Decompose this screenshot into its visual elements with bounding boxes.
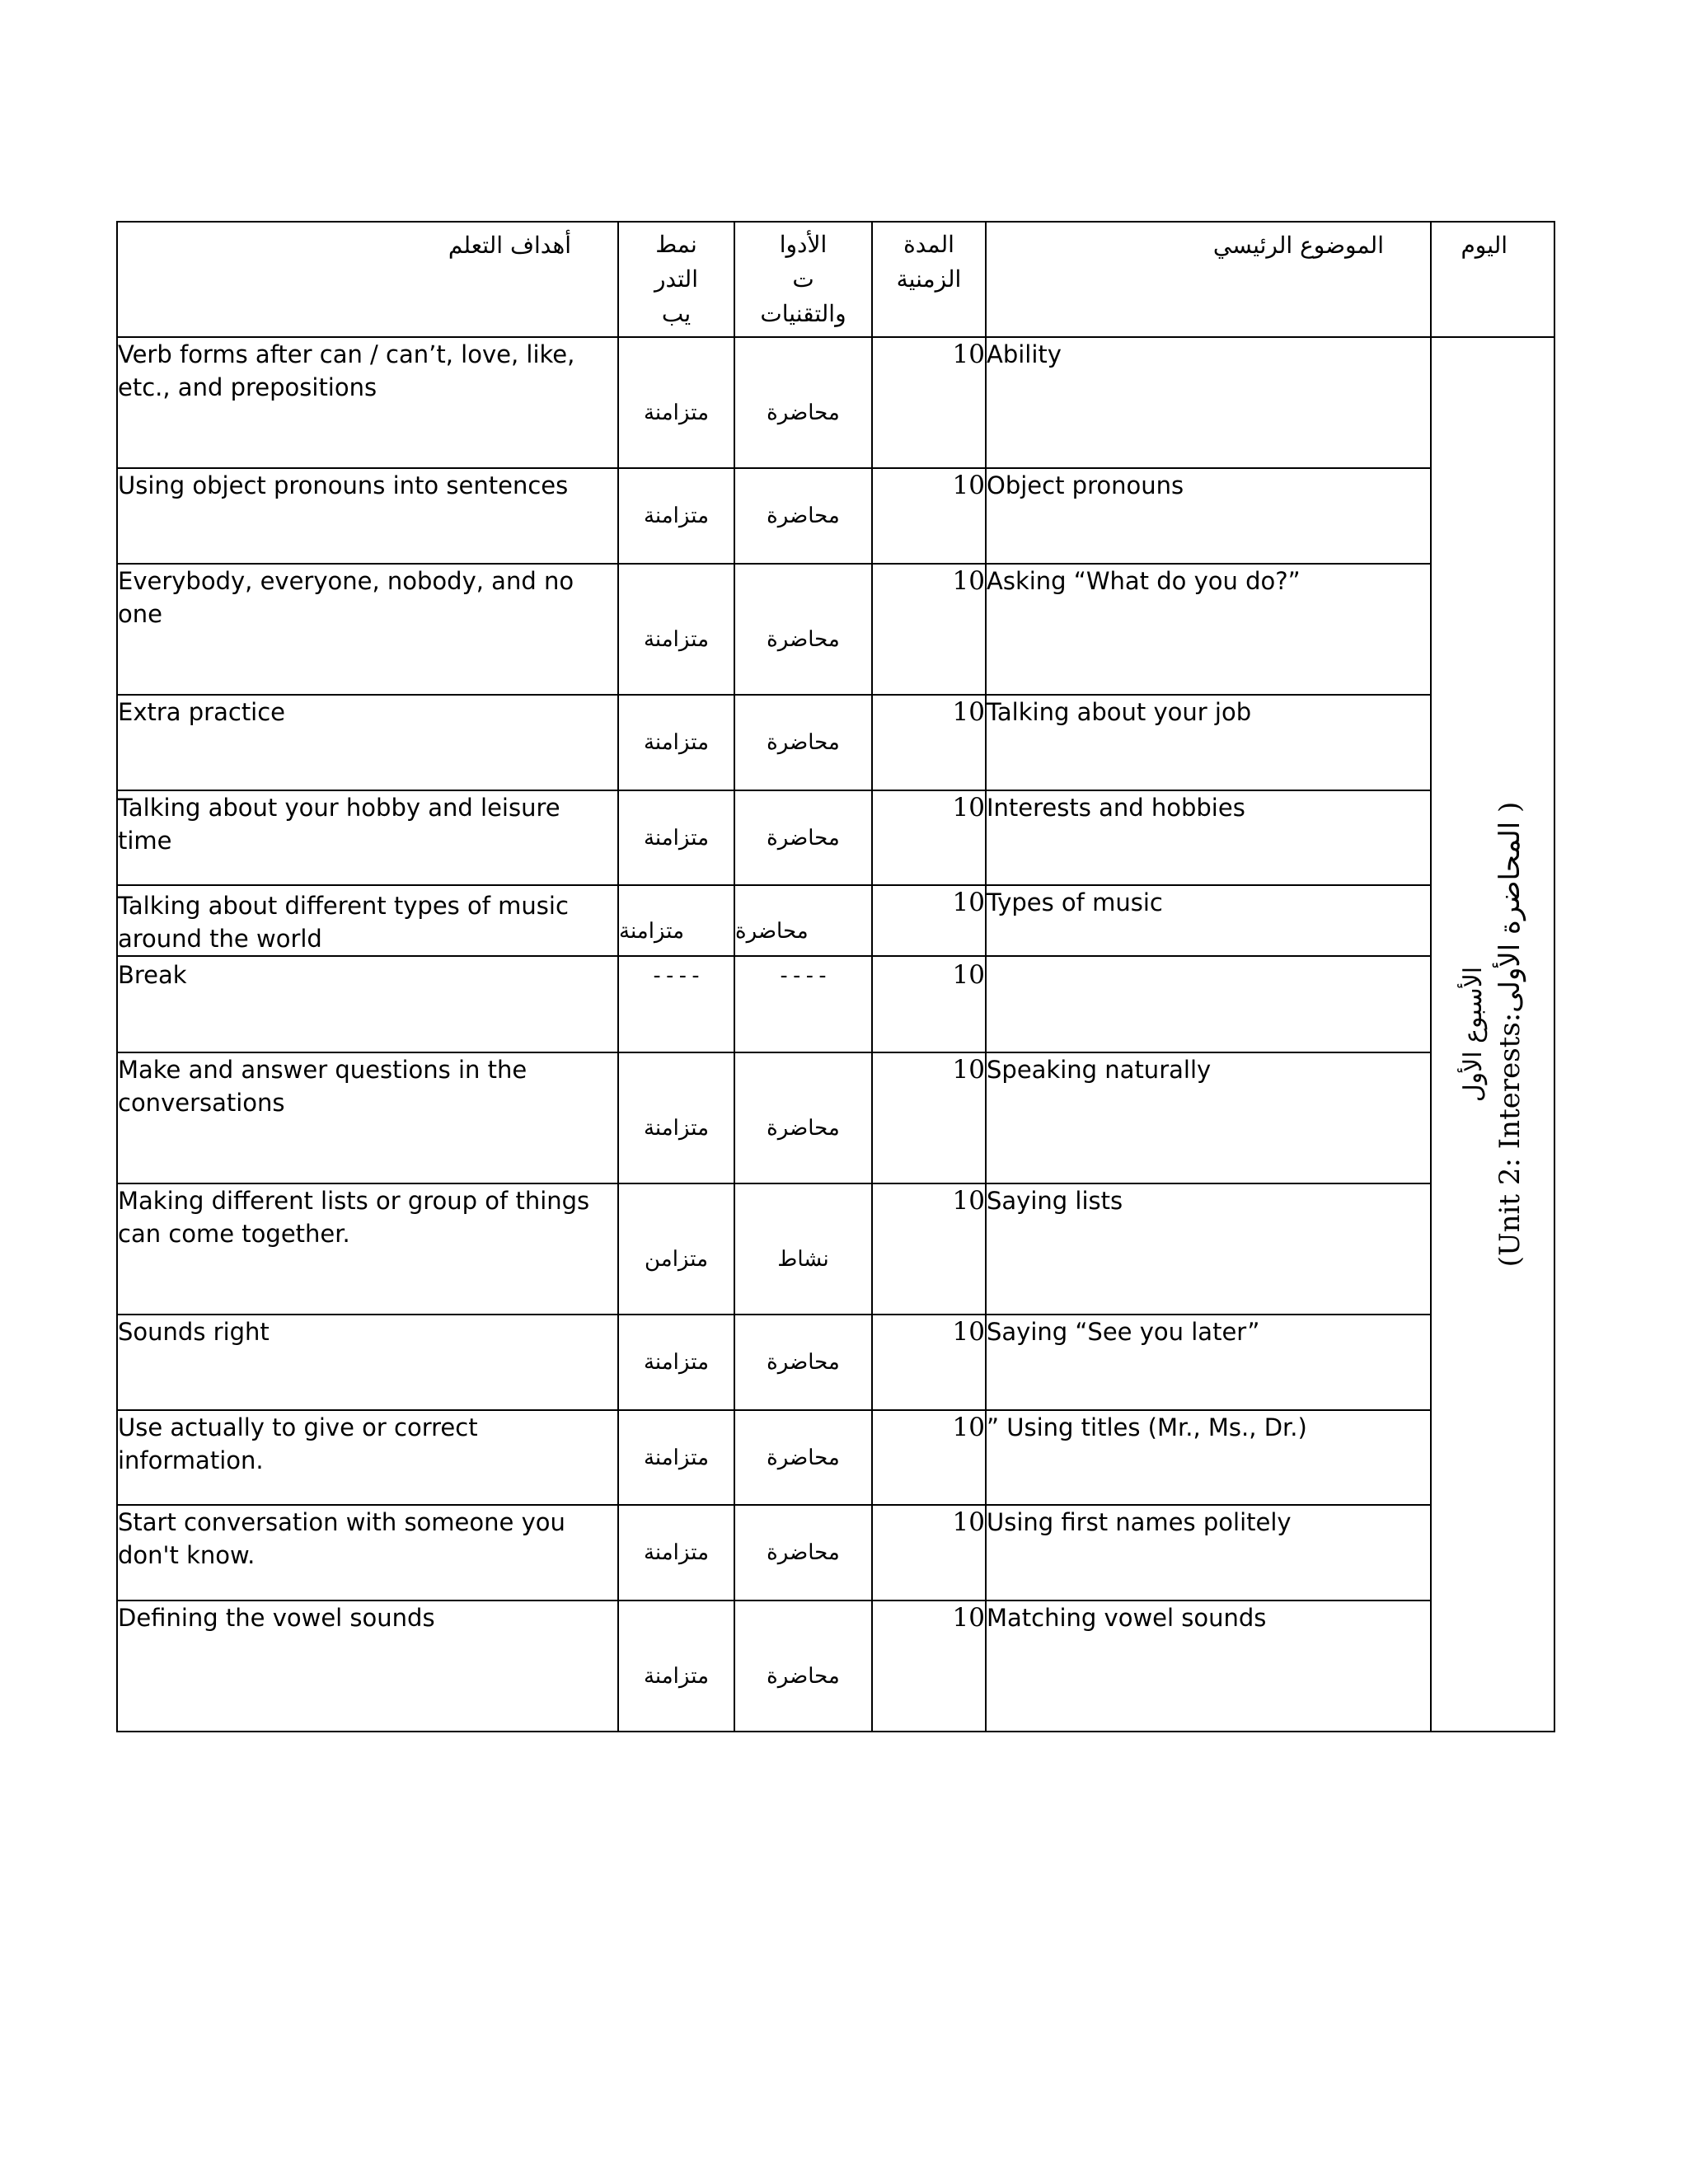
mode-cell: متزامنة	[618, 1505, 734, 1601]
mode-cell: متزامنة	[618, 468, 734, 564]
table-row	[117, 790, 1554, 885]
header-tools: الأدوا ت والتقنيات	[734, 222, 872, 337]
tool-cell: محاضرة	[734, 1052, 872, 1183]
tool-cell: محاضرة	[734, 1410, 872, 1505]
table-row	[117, 468, 1554, 564]
duration-cell: 10	[872, 468, 986, 564]
topic-cell: Saying “See you later”	[986, 1315, 1431, 1410]
objective-cell: Talking about different types of music around the world	[117, 885, 618, 956]
duration-cell: 10	[872, 337, 986, 468]
tool-cell: محاضرة	[734, 1315, 872, 1410]
duration-cell: 10	[872, 790, 986, 885]
topic-cell: Matching vowel sounds	[986, 1601, 1431, 1732]
table-row	[117, 337, 1554, 468]
mode-cell: متزامنة	[618, 1052, 734, 1183]
table-row	[117, 695, 1554, 790]
objective-cell: Extra practice	[117, 695, 618, 790]
objective-cell: Using object pronouns into sentences	[117, 468, 618, 564]
objective-cell: Making different lists or group of things can come together.	[117, 1183, 618, 1315]
topic-cell: Using first names politely	[986, 1505, 1431, 1601]
header-day: اليوم	[1431, 222, 1554, 337]
topic-cell: Speaking naturally	[986, 1052, 1431, 1183]
tool-cell: محاضرة	[734, 885, 872, 956]
table-row	[117, 885, 1554, 956]
mode-cell: ----	[618, 956, 734, 1052]
duration-cell: 10	[872, 1315, 986, 1410]
table-row	[117, 956, 1554, 1052]
topic-cell: Types of music	[986, 885, 1431, 956]
day-label-week: الأسبوع الأول	[1459, 966, 1488, 1103]
topic-cell: Talking about your job	[986, 695, 1431, 790]
topic-cell: Object pronouns	[986, 468, 1431, 564]
objective-cell: Talking about your hobby and leisure time	[117, 790, 618, 885]
objective-cell: Verb forms after can / can’t, love, like, etc., and prepositions	[117, 337, 618, 468]
topic-cell	[986, 956, 1431, 1052]
day-cell	[1431, 337, 1554, 1732]
tool-cell: محاضرة	[734, 337, 872, 468]
topic-cell: Asking “What do you do?”	[986, 564, 1431, 695]
header-objectives: أهداف التعلم	[117, 222, 618, 337]
topic-cell: Saying lists	[986, 1183, 1431, 1315]
objective-cell: Start conversation with someone you don't know.	[117, 1505, 618, 1601]
topic-cell: ” Using titles (Mr., Ms., Dr.)	[986, 1410, 1431, 1505]
objective-cell: Make and answer questions in the conversations	[117, 1052, 618, 1183]
duration-cell: 10	[872, 1410, 986, 1505]
header-mode: نمط التدر يب	[618, 222, 734, 337]
objective-cell: Sounds right	[117, 1315, 618, 1410]
tool-cell: ----	[734, 956, 872, 1052]
topic-cell: Ability	[986, 337, 1431, 468]
lesson-plan-table	[116, 221, 1555, 1732]
tool-cell: محاضرة	[734, 1505, 872, 1601]
duration-cell: 10	[872, 1052, 986, 1183]
day-label	[1456, 746, 1529, 1323]
mode-cell: متزامنة	[618, 885, 734, 956]
mode-cell: متزامنة	[618, 1315, 734, 1410]
tool-cell: محاضرة	[734, 790, 872, 885]
tool-cell: محاضرة	[734, 1601, 872, 1732]
header-topic: الموضوع الرئيسي	[986, 222, 1431, 337]
mode-cell: متزامنة	[618, 790, 734, 885]
duration-cell: 10	[872, 885, 986, 956]
mode-cell: متزامنة	[618, 1601, 734, 1732]
duration-cell: 10	[872, 564, 986, 695]
duration-cell: 10	[872, 1601, 986, 1732]
tool-cell: محاضرة	[734, 695, 872, 790]
topic-cell: Interests and hobbies	[986, 790, 1431, 885]
header-row	[117, 222, 1554, 337]
duration-cell: 10	[872, 1505, 986, 1601]
mode-cell: متزامنة	[618, 337, 734, 468]
header-duration: المدة الزمنية	[872, 222, 986, 337]
table-row	[117, 1315, 1554, 1410]
table-row	[117, 1410, 1554, 1505]
duration-cell: 10	[872, 956, 986, 1052]
objective-cell: Defining the vowel sounds	[117, 1601, 618, 1732]
objective-cell: Break	[117, 956, 618, 1052]
duration-cell: 10	[872, 1183, 986, 1315]
table-row	[117, 1183, 1554, 1315]
tool-cell: محاضرة	[734, 564, 872, 695]
tool-cell: محاضرة	[734, 468, 872, 564]
mode-cell: متزامن	[618, 1183, 734, 1315]
table-row	[117, 1505, 1554, 1601]
table-row	[117, 564, 1554, 695]
objective-cell: Use actually to give or correct information.	[117, 1410, 618, 1505]
mode-cell: متزامنة	[618, 695, 734, 790]
objective-cell: Everybody, everyone, nobody, and no one	[117, 564, 618, 695]
tool-cell: نشاط	[734, 1183, 872, 1315]
mode-cell: متزامنة	[618, 564, 734, 695]
mode-cell: متزامنة	[618, 1410, 734, 1505]
table-row	[117, 1601, 1554, 1732]
table-row	[117, 1052, 1554, 1183]
day-label-unit: (Unit 2: Interests:المحاضرة الأولى )	[1493, 801, 1526, 1268]
duration-cell: 10	[872, 695, 986, 790]
